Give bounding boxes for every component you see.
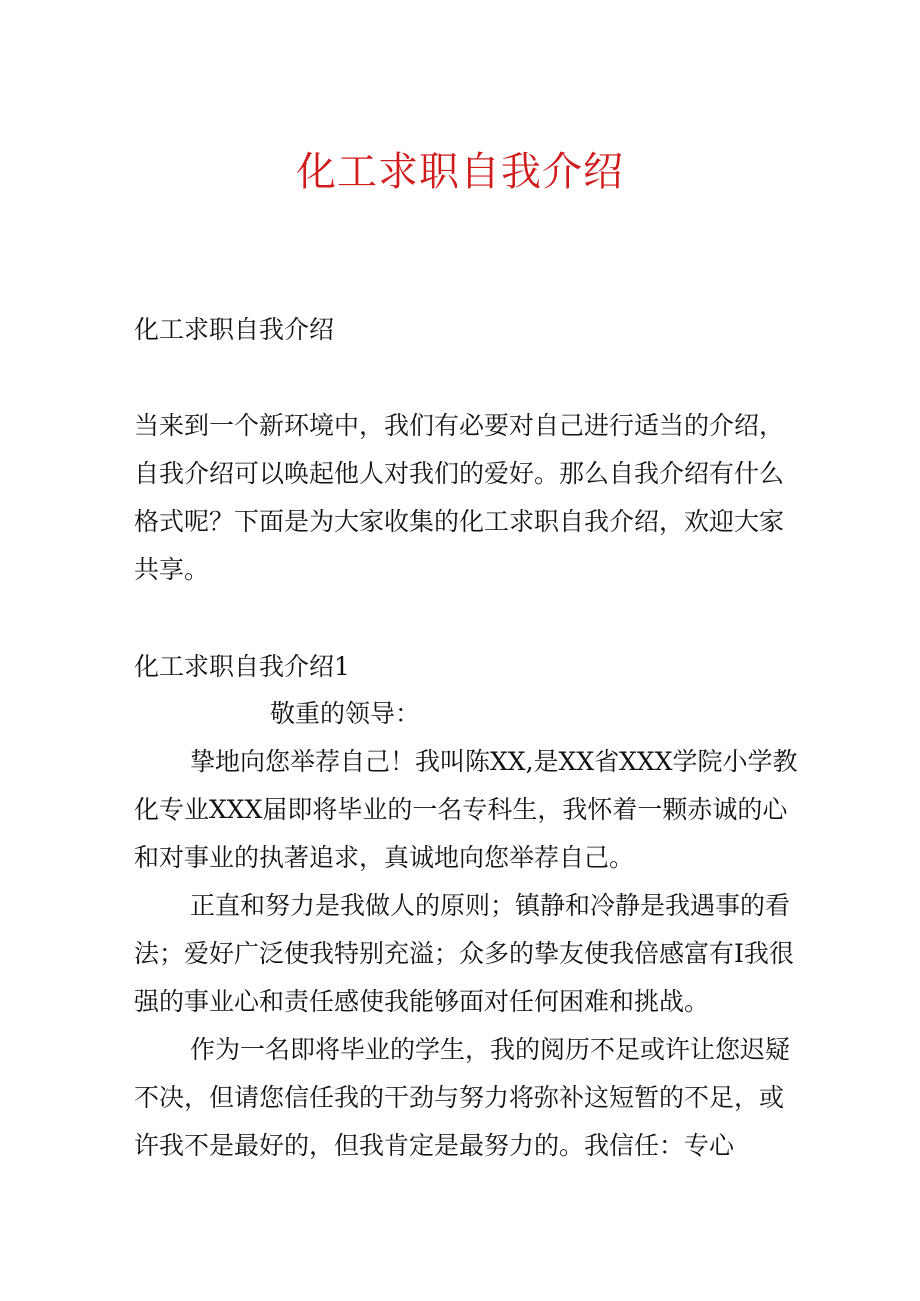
document-subtitle: 化工求职自我介绍 bbox=[134, 315, 335, 344]
section-heading: 化工求职自我介绍1 bbox=[134, 652, 350, 681]
body-paragraph-2: 正直和努力是我做人的原则；镇静和冷静是我遇事的看法；爱好广泛使我特别充溢；众多的挚友使我倍感富有I我很强的事业心和责任感使我能够面对任何困难和挑战。 bbox=[134, 891, 794, 1016]
intro-paragraph: 当来到一个新环境中，我们有必要对自己进行适当的介绍，自我介绍可以唤起他人对我们的爱好。那么自我介绍有什么格式呢？下面是为大家收集的化工求职自我介绍，欢迎大家共享。 bbox=[134, 411, 785, 584]
letter-salutation: 敬重的领导： bbox=[270, 699, 421, 728]
letter-body bbox=[134, 738, 798, 1170]
body-paragraph-1: 挚地向您举荐自己！我叫陈XX,是XX省XXX学院小学教化专业XXX届即将毕业的一名专科生，我怀着一颗赤诚的心和对事业的执著追求，真诚地向您举荐自己。 bbox=[134, 747, 798, 872]
document-title: 化工求职自我介绍 bbox=[296, 149, 624, 195]
body-paragraph-3: 作为一名即将毕业的学生，我的阅历不足或许让您迟疑不决，但请您信任我的干劲与努力将弥补这短暂的不足，或许我不是最好的，但我肯定是最努力的。我信任：专心 bbox=[134, 1035, 791, 1160]
